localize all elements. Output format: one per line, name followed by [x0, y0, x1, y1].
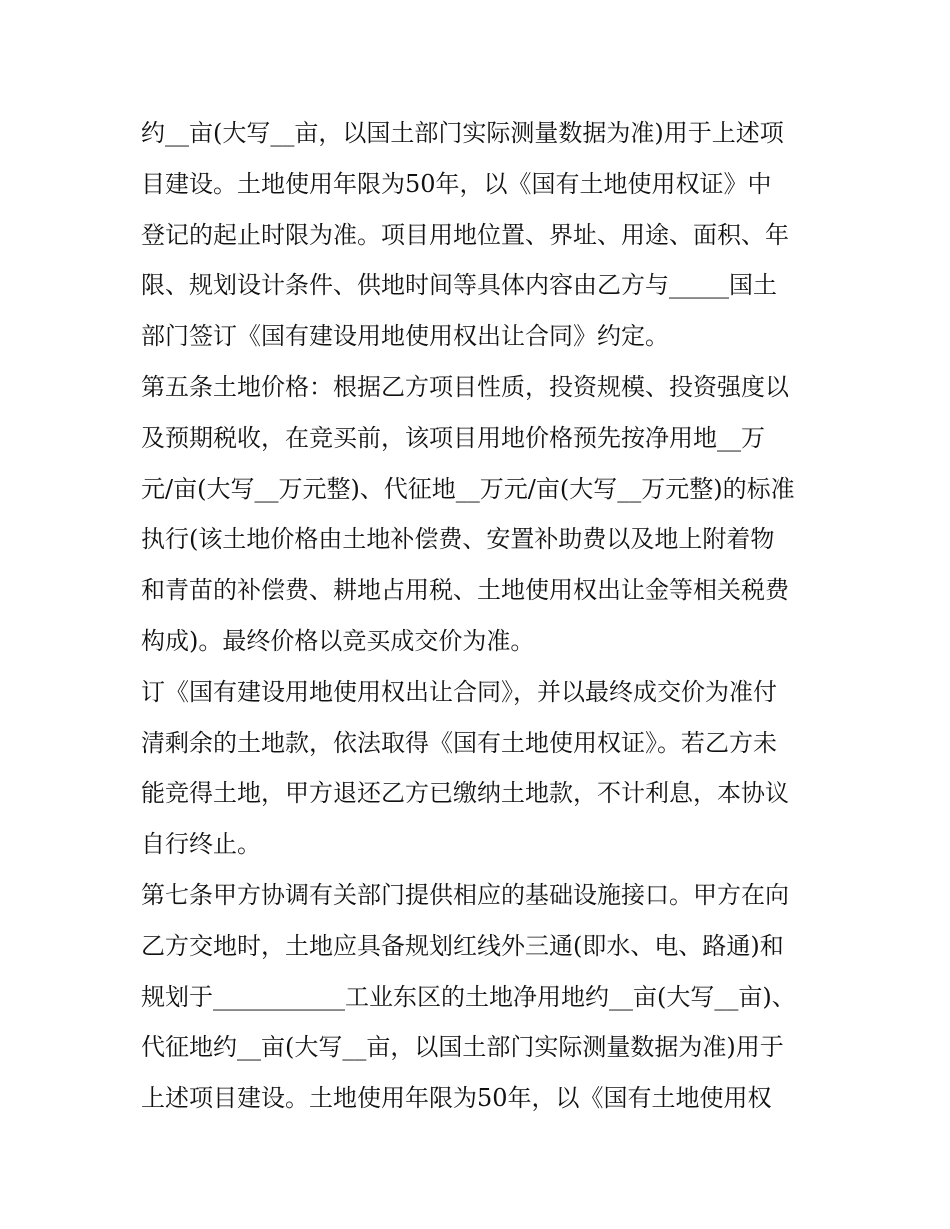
text-line: 乙方交地时，土地应具备规划红线外三通(即水、电、路通)和 [141, 931, 784, 960]
text-line: 自行终止。 [141, 830, 261, 859]
text-line: 代征地约__亩(大写__亩，以国土部门实际测量数据为准)用于 [141, 1033, 784, 1062]
text-line: 第七条甲方协调有关部门提供相应的基础设施接口。甲方在向 [141, 880, 789, 909]
text-line: 及预期税收，在竞买前，该项目用地价格预先按净用地__万 [141, 423, 765, 452]
document-body [141, 108, 821, 1124]
text-line: 清剩余的土地款，依法取得《国有土地使用权证》。若乙方未 [141, 728, 777, 757]
text-line: 登记的起止时限为准。项目用地位置、界址、用途、面积、年 [141, 220, 789, 249]
text-line: 第五条土地价格：根据乙方项目性质，投资规模、投资强度以 [141, 372, 789, 401]
text-line: 限、规划设计条件、供地时间等具体内容由乙方与_____国土 [141, 271, 777, 300]
text-line: 上述项目建设。土地使用年限为50年，以《国有土地使用权 [141, 1084, 772, 1113]
text-line: 元/亩(大写__万元整)、代征地__万元/亩(大写__万元整)的标准 [141, 474, 795, 503]
text-line: 目建设。土地使用年限为50年，以《国有土地使用权证》中 [141, 169, 772, 198]
text-line: 和青苗的补偿费、耕地占用税、土地使用权出让金等相关税费 [141, 576, 789, 605]
text-line: 能竞得土地，甲方退还乙方已缴纳土地款，不计利息，本协议 [141, 779, 789, 808]
text-line: 构成)。最终价格以竞买成交价为准。 [141, 626, 535, 655]
text-line: 约__亩(大写__亩，以国土部门实际测量数据为准)用于上述项 [141, 119, 784, 147]
text-line: 订《国有建设用地使用权出让合同》，并以最终成交价为准付 [141, 677, 777, 706]
text-line: 规划于___________工业东区的土地净用地约__亩(大写__亩)、 [141, 982, 796, 1011]
text-line: 执行(该土地价格由土地补偿费、安置补助费以及地上附着物 [141, 525, 775, 554]
text-line: 部门签订《国有建设用地使用权出让合同》约定。 [141, 322, 669, 351]
